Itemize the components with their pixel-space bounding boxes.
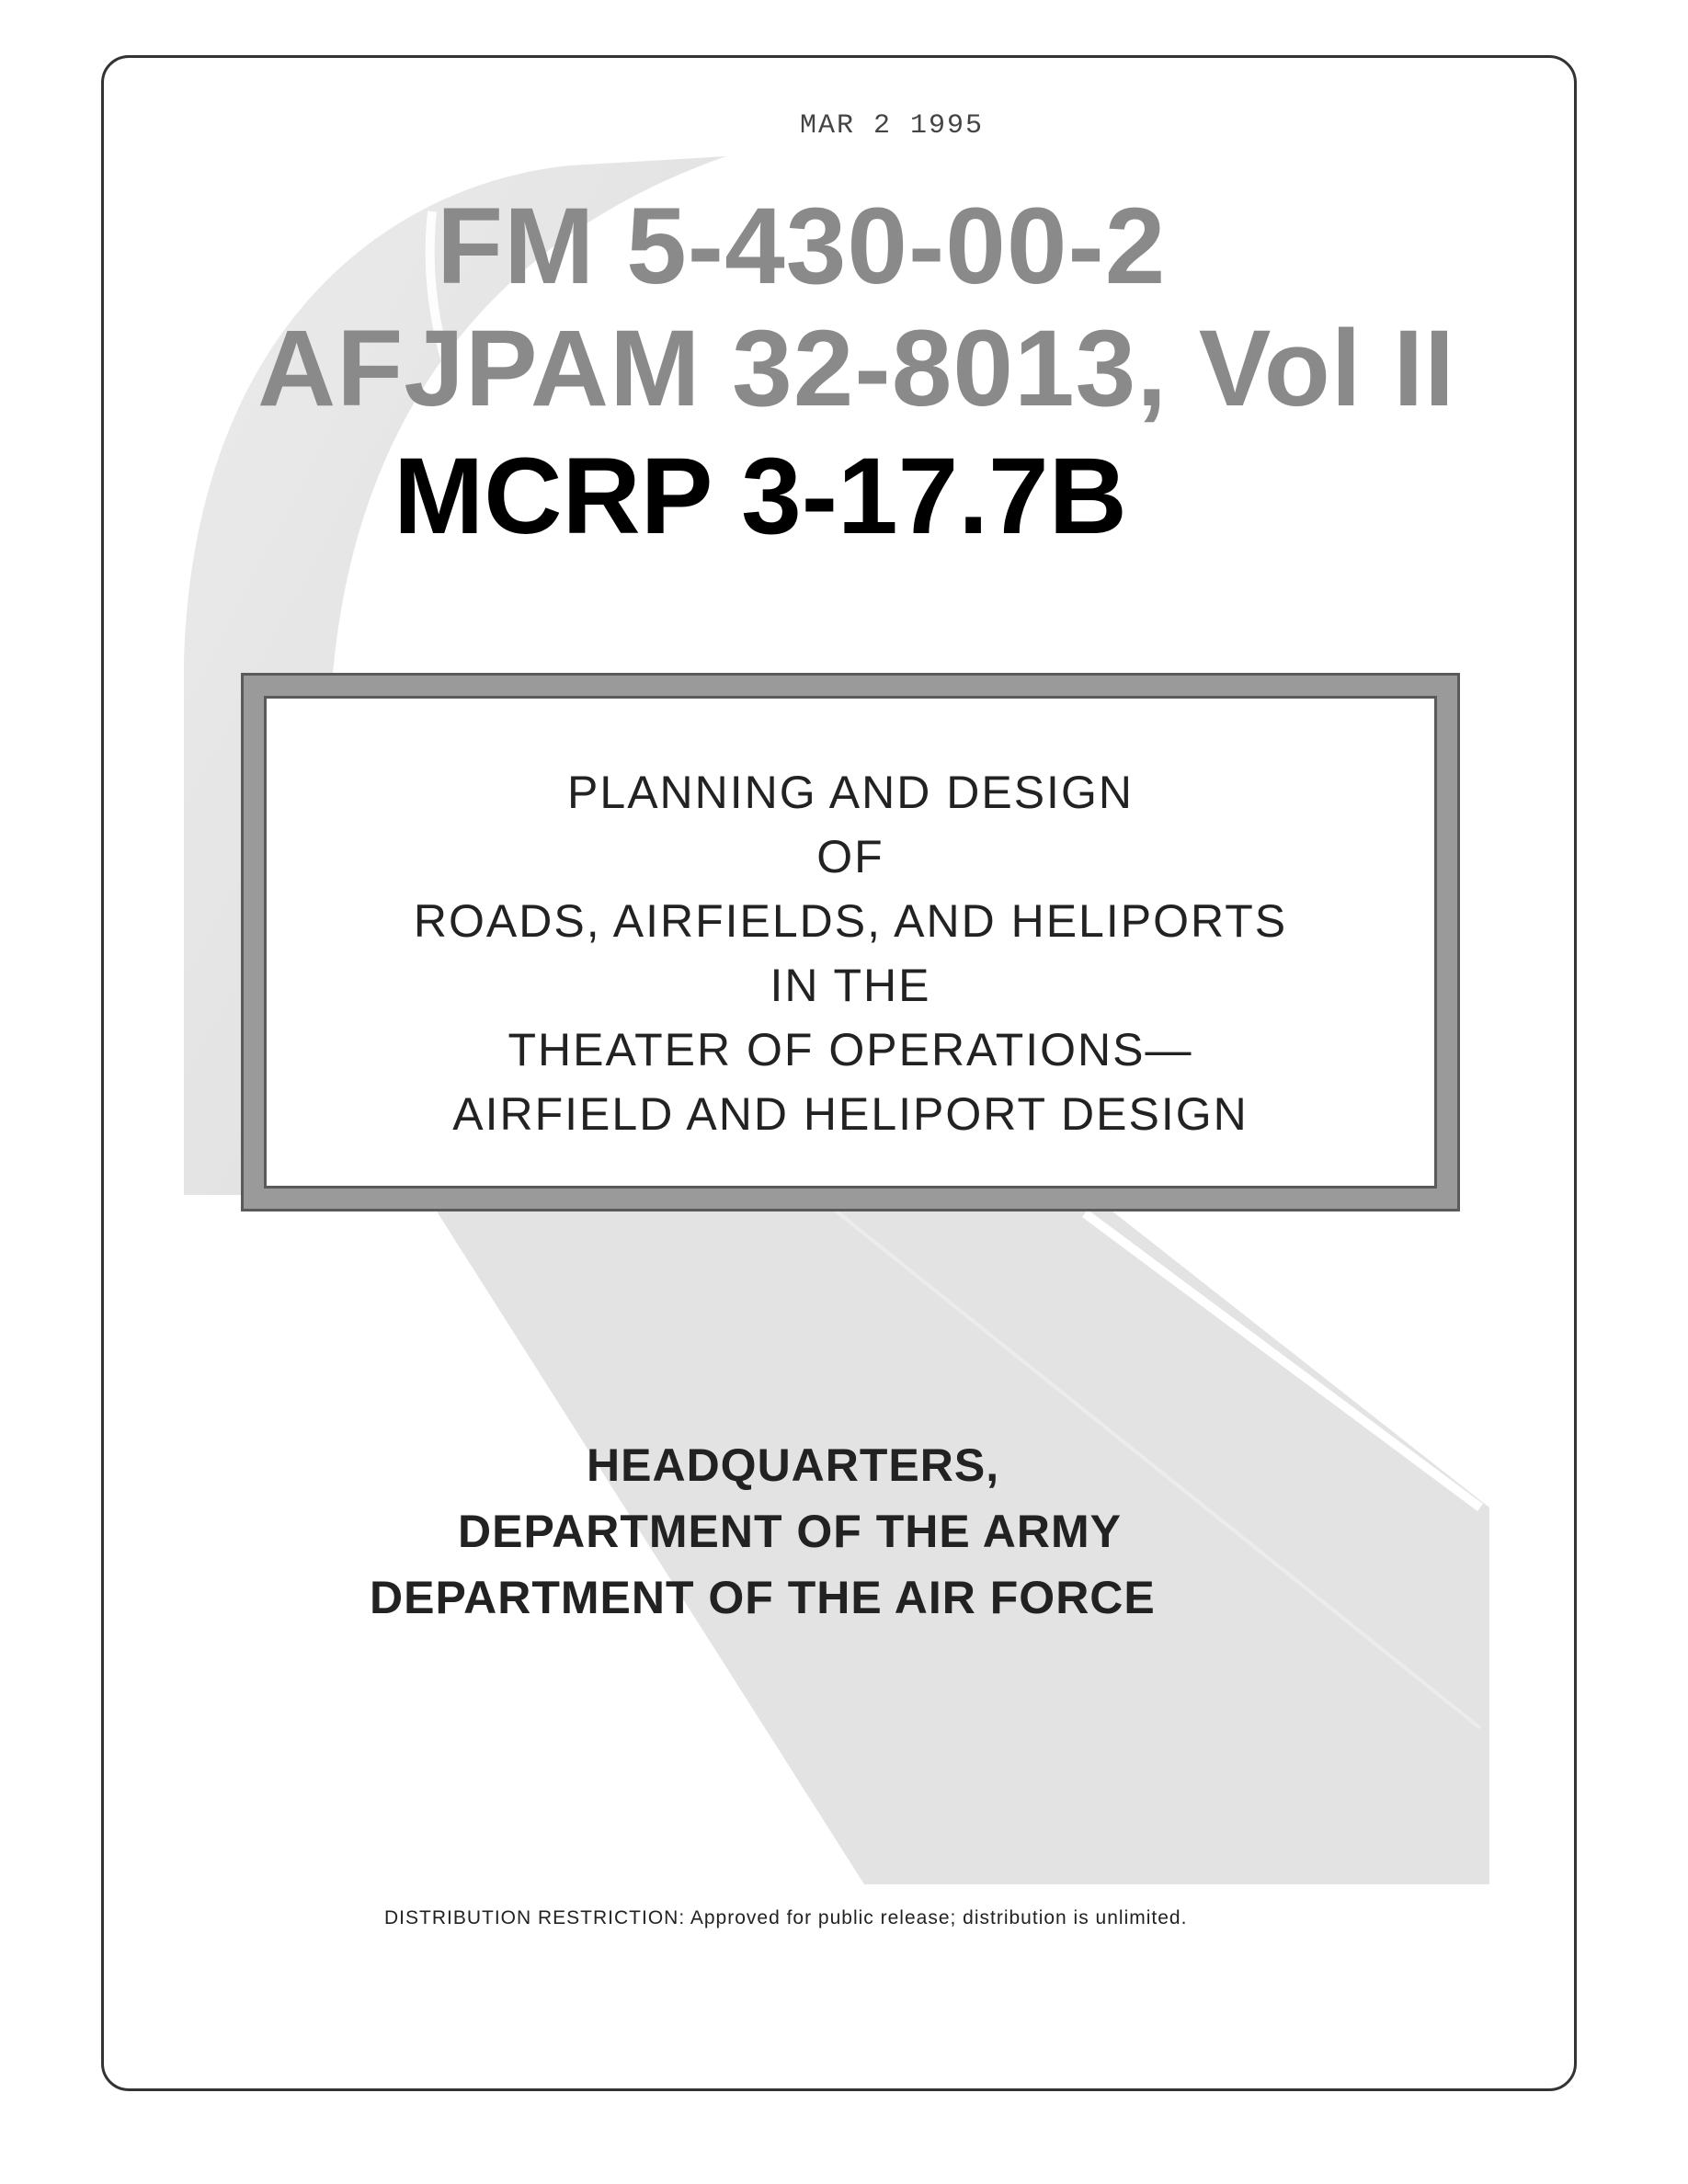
title-line: ROADS, AIRFIELDS, AND HELIPORTS [413, 895, 1288, 947]
mcrp-number: MCRP 3-17.7B [393, 436, 1127, 557]
title-line: THEATER OF OPERATIONS— [508, 1024, 1193, 1075]
headquarters-line: HEADQUARTERS, [587, 1439, 1000, 1491]
air-force-department-line: DEPARTMENT OF THE AIR FORCE [370, 1572, 1156, 1623]
title-line: AIRFIELD AND HELIPORT DESIGN [452, 1088, 1249, 1140]
title-line: OF [816, 831, 884, 882]
title-line: PLANNING AND DESIGN [567, 767, 1134, 818]
army-department-line: DEPARTMENT OF THE ARMY [458, 1506, 1122, 1557]
title-box [244, 676, 1457, 1209]
distribution-restriction: DISTRIBUTION RESTRICTION: Approved for public release; distribution is unlimited. [384, 1907, 1188, 1928]
title-line: IN THE [770, 960, 931, 1011]
title-text [264, 760, 1437, 1146]
fm-number: FM 5-430-00-2 [437, 186, 1167, 307]
afjpam-number: AFJPAM 32-8013, Vol II [257, 308, 1455, 429]
received-date-stamp: MAR 2 1995 [800, 110, 985, 142]
